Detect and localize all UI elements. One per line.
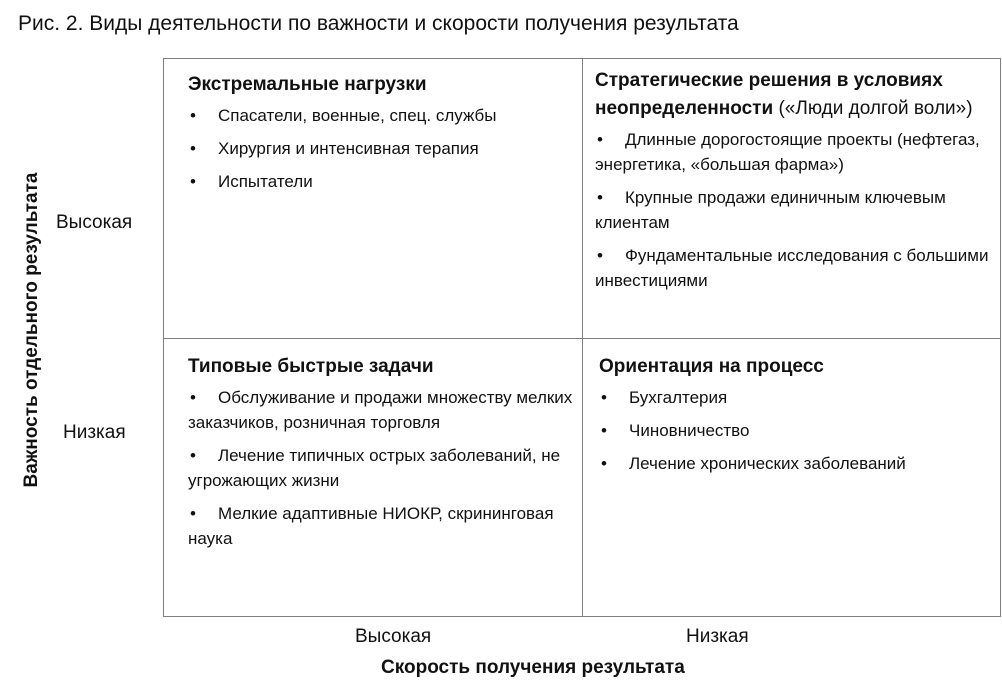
y-axis-title: Важность отдельного результата xyxy=(21,172,42,488)
quadrant-title: Стратегические решения в условиях неопределенности («Люди долгой воли») xyxy=(595,70,973,119)
quadrant-extreme-loads xyxy=(188,71,578,202)
bullet-icon: • xyxy=(597,188,603,207)
quadrant-strategic-decisions xyxy=(595,67,995,301)
y-axis-label-low: Низкая xyxy=(63,422,126,443)
matrix-horizontal-divider xyxy=(164,338,1000,339)
y-axis-label-high: Высокая xyxy=(56,212,133,233)
quadrant-title: Экстремальные нагрузки xyxy=(188,74,427,95)
list-item: • Обслуживание и продажи множеству мелких заказчиков, розничная торговля xyxy=(188,385,578,435)
quadrant-typical-fast-tasks xyxy=(188,353,578,559)
list-item: • Хирургия и интенсивная терапия xyxy=(188,136,578,161)
list-item: • Испытатели xyxy=(188,169,578,194)
bullet-icon: • xyxy=(190,106,196,125)
list-item: • Лечение хронических заболеваний xyxy=(599,451,994,476)
list-item: • Длинные дорогостоящие проекты (нефтегаз, энергетика, «большая фарма») xyxy=(595,127,995,177)
list-item: • Спасатели, военные, спец. службы xyxy=(188,103,578,128)
list-item: • Чиновничество xyxy=(599,418,994,443)
bullet-icon: • xyxy=(190,388,196,407)
bullet-icon: • xyxy=(601,388,607,407)
bullet-icon: • xyxy=(597,246,603,265)
list-item: • Бухгалтерия xyxy=(599,385,994,410)
quadrant-title: Ориентация на процесс xyxy=(599,356,824,377)
x-axis-label-high: Высокая xyxy=(355,626,432,647)
x-axis-label-low: Низкая xyxy=(686,626,749,647)
bullet-icon: • xyxy=(601,421,607,440)
bullet-icon: • xyxy=(601,454,607,473)
quadrant-process-orientation xyxy=(599,353,994,484)
list-item: • Мелкие адаптивные НИОКР, скрининговая наука xyxy=(188,501,578,551)
bullet-icon: • xyxy=(190,172,196,191)
list-item: • Крупные продажи единичным ключевым клиентам xyxy=(595,185,995,235)
quadrant-title: Типовые быстрые задачи xyxy=(188,356,434,377)
list-item: • Фундаментальные исследования с большими инвестициями xyxy=(595,243,995,293)
bullet-icon: • xyxy=(597,130,603,149)
bullet-icon: • xyxy=(190,446,196,465)
bullet-icon: • xyxy=(190,139,196,158)
x-axis-title: Скорость получения результата xyxy=(381,657,685,678)
quadrant-subtitle: («Люди долгой воли») xyxy=(773,98,973,119)
importance-speed-matrix xyxy=(163,58,1001,617)
figure-title: Рис. 2. Виды деятельности по важности и скорости получения результата xyxy=(18,12,739,35)
list-item: • Лечение типичных острых заболеваний, не угрожающих жизни xyxy=(188,443,578,493)
bullet-icon: • xyxy=(190,504,196,523)
